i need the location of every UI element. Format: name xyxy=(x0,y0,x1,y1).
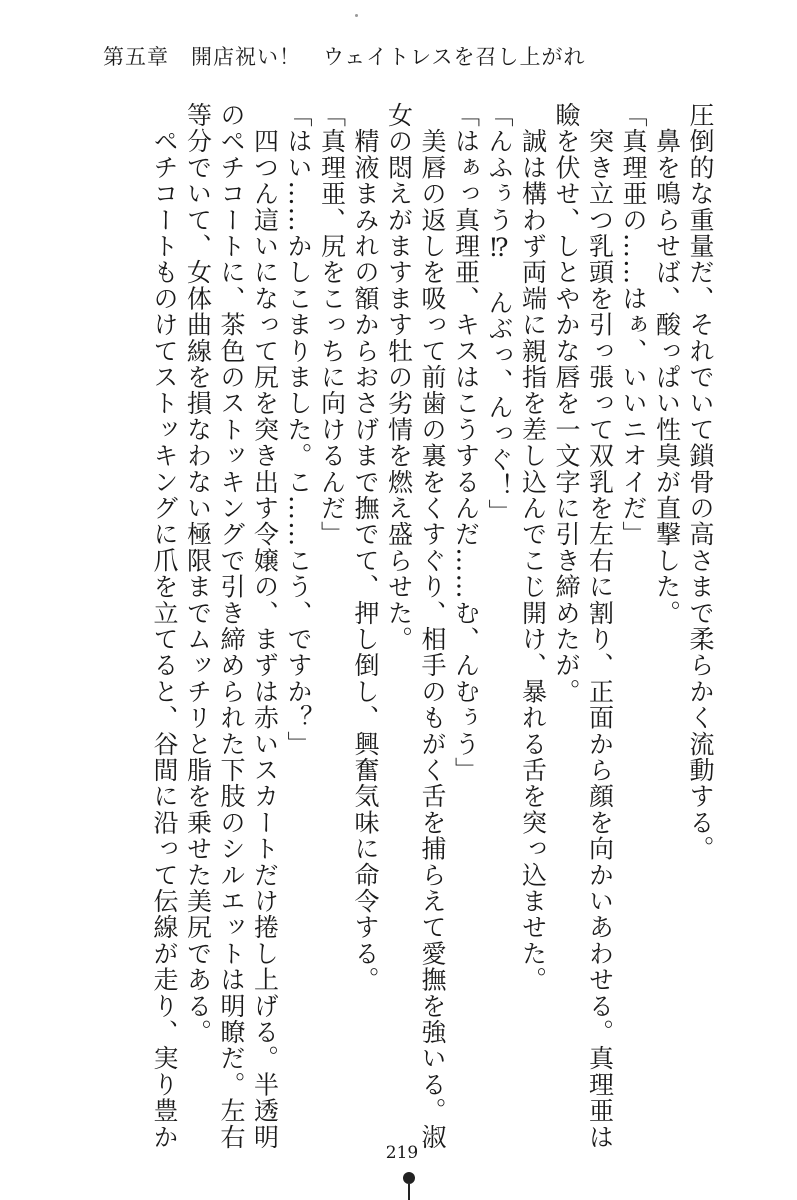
text-line: 精液まみれの額からおさげまで撫でて、押し倒し、興奮気味に命令する。 xyxy=(351,102,380,993)
text-line: 鼻を鳴らせば、酸っぱい性臭が直撃した。 xyxy=(652,102,682,626)
text-line: 美唇の返しを吸って前歯の裏をくすぐり、相手のもがく舌を捕らえて愛撫を強いる。淑 xyxy=(418,102,447,1150)
text-line: 「はい……かしこまりました。こ……こう、ですか？」 xyxy=(284,102,313,757)
page-marker-dot xyxy=(403,1172,415,1184)
page-number: 219 xyxy=(385,1143,419,1163)
text-line: 誠は構わず両端に親指を差し込んでこじ開け、暴れる舌を突っ込ませた。 xyxy=(518,102,548,993)
running-header: 第五章 開店祝い！ ウェイトレスを召し上がれ xyxy=(103,45,586,69)
text-line: 瞼を伏せ、しとやかな唇を一文字に引き締めたが。 xyxy=(552,102,581,705)
text-line: 突き立つ乳頭を引っ張って双乳を左右に割り、正面から顔を向かいあわせる。真理亜は xyxy=(585,102,615,1150)
scan-speck xyxy=(355,14,358,17)
text-line: のペチコートに、茶色のストッキングで引き締められた下肢のシルエットは明瞭だ。左右 xyxy=(217,102,246,1150)
text-line: ペチコートものけてストッキングに爪を立てると、谷間に沿って伝線が走り、実り豊か xyxy=(150,102,179,1151)
page-marker-stem xyxy=(408,1184,410,1200)
vertical-body-text xyxy=(148,102,718,1151)
text-line: 「はぁっ真理亜、キスはこうするんだ……む、んむぅう」 xyxy=(451,102,481,784)
text-line: 等分でいて、女体曲線を損なわない極限までムッチリと脂を乗せた美尻である。 xyxy=(183,102,213,1046)
text-line: 「真理亜、尻をこっちに向けるんだ」 xyxy=(317,102,347,548)
text-line: 「んふぅう⁉ んぶっ、んっぐ！」 xyxy=(485,102,514,526)
text-line: 圧倒的な重量だ、それでいて鎖骨の高さまで柔らかく流動する。 xyxy=(686,102,715,862)
text-line: 女の悶えがますます牡の劣情を燃え盛らせた。 xyxy=(384,102,414,653)
text-line: 「真理亜の……はぁ、いいニオイだ」 xyxy=(619,102,648,548)
text-line: 四つん這いになって尻を突き出す令嬢の、まずは赤いスカートだけ捲し上げる。半透明 xyxy=(250,102,280,1150)
